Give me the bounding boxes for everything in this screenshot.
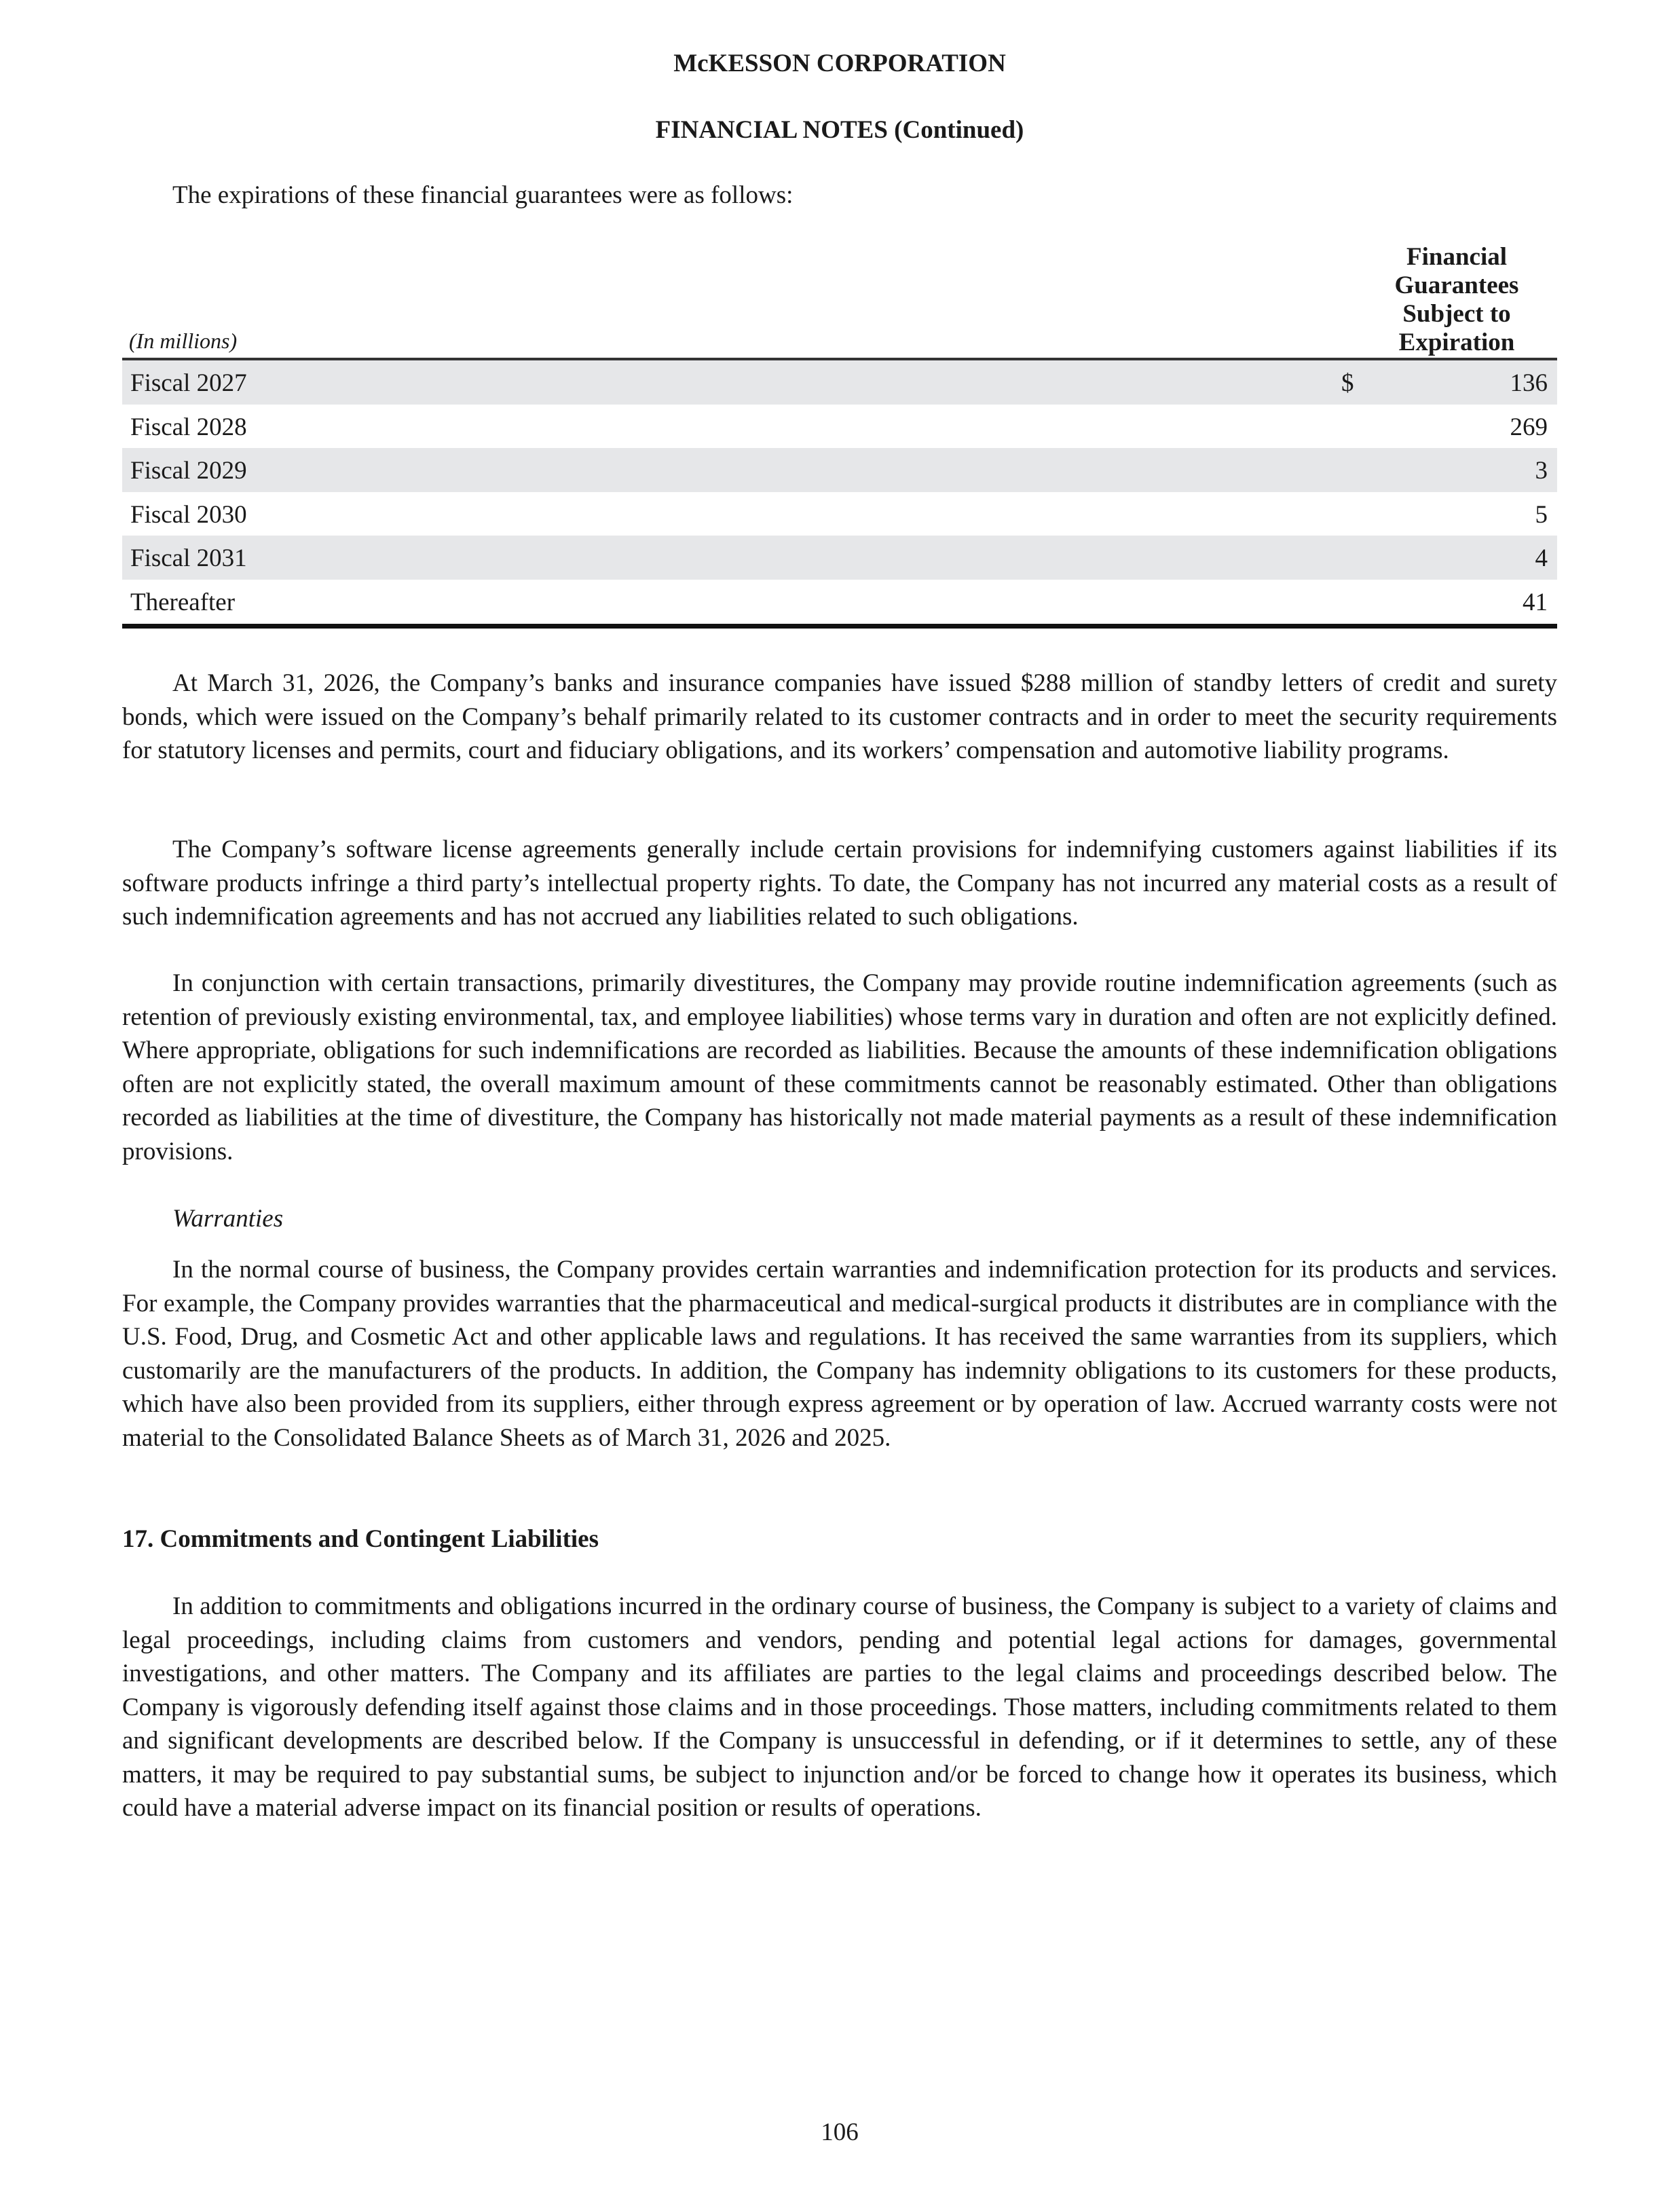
paragraph-warranties: In the normal course of business, the Company provides certain warranties and indemnification protection for its products and services. For example, the Company provides warranties that the pharmaceutical and medical-surgical products it distributes are in compliance with the U.S. Food, Drug, and Cosmetic Act and other applicable laws and regulations. It has received the same warranties from its suppliers, which customarily are the manufacturers of the products. In addition, the Company has indemnity obligations to its customers for these products, which have also been provided from its suppliers, either through express agreement or by operation of law. Accrued warranty costs were not material to the Consolidated Balance Sheets as of March 31, 2026 and 2025. [122, 1256, 1557, 1452]
table-row [122, 580, 1557, 624]
paragraph-commitments: In addition to commitments and obligations incurred in the ordinary course of business, the Company is subject to a variety of claims and legal proceedings, including claims from customers and vendors, pending and potential legal actions for damages, governmental investigations, and other matters. The Company and its affiliates are parties to the legal claims and proceedings described below. The Company is vigorously defending itself against those claims and in those proceedings. Those matters, including commitments related to them and significant developments are described below. If the Company is unsuccessful in defending, or if it determines to settle, any of these matters, it may be required to pay substantial sums, be subject to injunction and/or be forced to change how it operates its business, which could have a material adverse impact on its financial position or results of operations. [122, 1592, 1557, 1822]
row-value: 4 [1535, 544, 1548, 573]
row-value: 41 [1523, 588, 1548, 616]
page-number: 106 [821, 2118, 859, 2146]
warranties-heading: Warranties [172, 1205, 284, 1233]
row-label: Fiscal 2029 [130, 457, 247, 485]
column-header-line: Expiration [1398, 329, 1515, 356]
section-17-heading: 17. Commitments and Contingent Liabilities [122, 1525, 599, 1553]
row-value: 269 [1510, 413, 1548, 441]
page-subtitle: FINANCIAL NOTES (Continued) [655, 116, 1024, 144]
table-row [122, 360, 1557, 405]
row-label: Fiscal 2028 [130, 413, 247, 441]
company-name: McKESSON CORPORATION [673, 50, 1006, 77]
table-row [122, 405, 1557, 449]
row-label: Fiscal 2031 [130, 544, 247, 573]
table-row [122, 448, 1557, 492]
table-units-label: (In millions) [129, 329, 238, 353]
table-column-header [1362, 243, 1552, 357]
table-row [122, 492, 1557, 536]
column-header-line: Financial [1406, 243, 1508, 271]
row-value: 3 [1535, 457, 1548, 485]
intro-text: The expirations of these financial guarantees were as follows: [172, 181, 794, 209]
guarantees-table [122, 358, 1557, 629]
row-label: Fiscal 2027 [130, 369, 247, 397]
currency-symbol: $ [1341, 369, 1354, 397]
table-row [122, 536, 1557, 580]
row-label: Thereafter [130, 588, 236, 616]
row-value: 136 [1510, 369, 1548, 397]
paragraph-indemnification: In conjunction with certain transactions, primarily divestitures, the Company may provide routine indemnification agreements (such as retention of previously existing environmental, tax, and employee liabilities) whose terms vary in duration and often are not explicitly defined. Where appropriate, obligations for such indemnifications are recorded as liabilities. Because the amounts of these indemnification obligations often are not explicitly stated, the overall maximum amount of these commitments cannot be reasonably estimated. Other than obligations recorded as liabilities at the time of divestiture, the Company has historically not made material payments as a result of these indemnification provisions. [122, 969, 1557, 1165]
row-value: 5 [1535, 500, 1548, 529]
column-header-line: Guarantees [1394, 272, 1519, 299]
column-header-line: Subject to [1402, 300, 1511, 328]
paragraph-letters-of-credit: At March 31, 2026, the Company’s banks and insurance companies have issued $288 million of standby letters of credit and surety bonds, which were issued on the Company’s behalf primarily related to its customer contracts and in order to meet the security requirements for statutory licenses and permits, court and fiduciary obligations, and its workers’ compensation and automotive liability programs. [122, 669, 1557, 764]
paragraph-software-license: The Company’s software license agreements generally include certain provisions for indemnifying customers against liabilities if its software products infringe a third party’s intellectual property rights. To date, the Company has not incurred any material costs as a result of such indemnification agreements and has not accrued any liabilities related to such obligations. [122, 836, 1557, 931]
row-label: Fiscal 2030 [130, 500, 247, 529]
